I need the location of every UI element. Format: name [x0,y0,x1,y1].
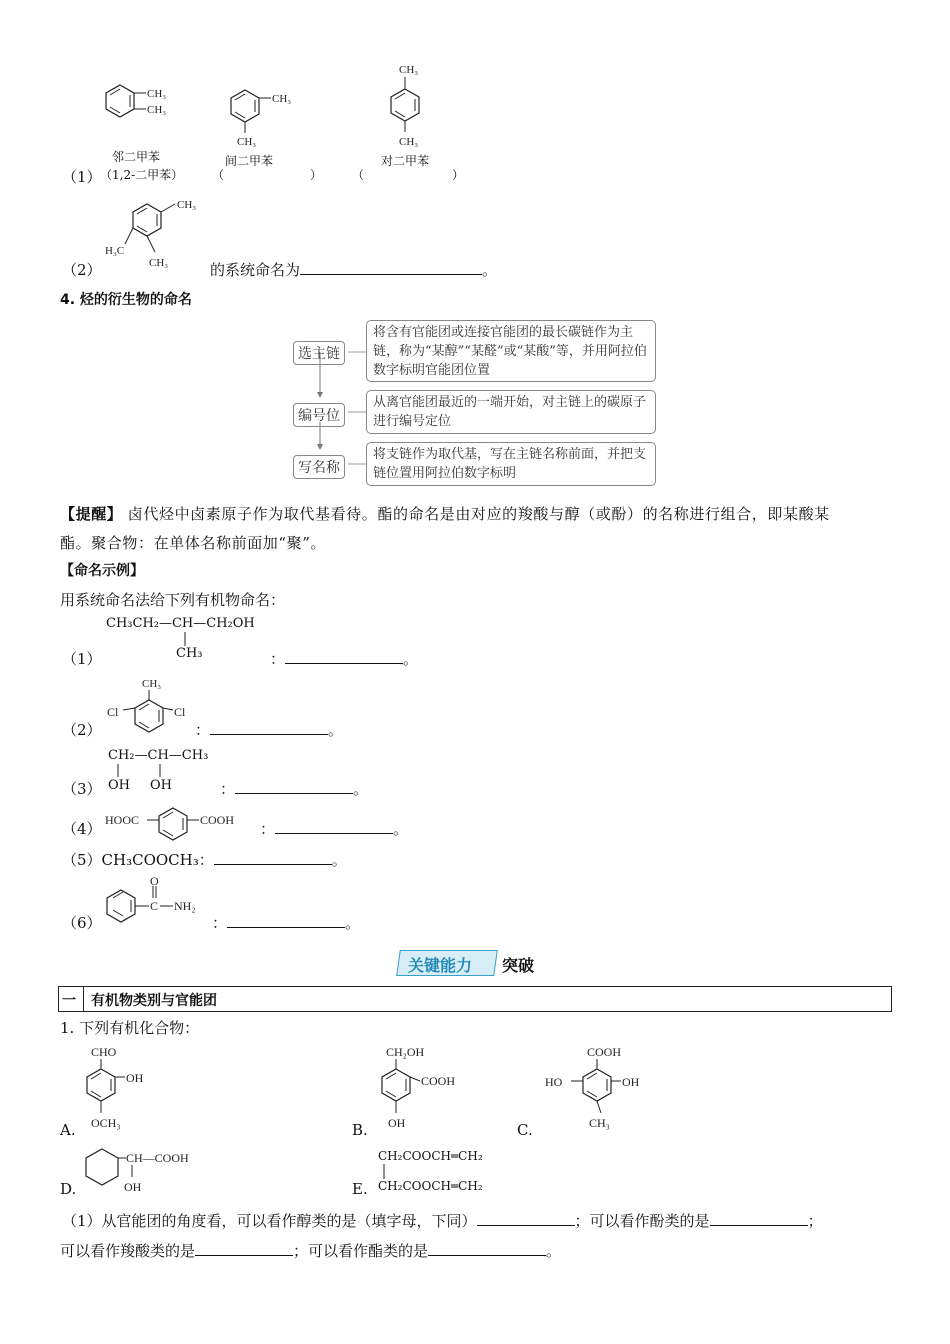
meta-ch3-2: CH₃ [237,136,257,148]
option-e-label: E. [352,1180,368,1198]
e3-oh-2: OH [150,778,172,793]
a-oh: OH [126,1071,144,1085]
examples-intro: 用系统命名法给下列有机物命名： [60,591,286,609]
q2-number: （2） [62,261,102,279]
e1-colon: ： [270,650,286,668]
para-paren-open: （ [352,168,365,182]
para-ch3-2: CH₃ [399,136,419,148]
e4-end: 。 [393,820,409,838]
e3-oh-1: OH [108,778,130,793]
section-header-bar [58,986,892,1012]
compound-d-structure [82,1145,222,1195]
para-xylene-structure [385,62,445,157]
e1-answer-blank[interactable] [285,649,403,664]
reminder-line2: 酯。聚合物：在单体名称前面加“聚”。 [60,534,327,552]
ortho-xylene-structure [100,80,180,130]
e5-line [62,849,347,870]
e6-answer-blank[interactable] [227,913,345,928]
compound-b-structure [380,1043,480,1138]
e1-number: （1） [62,650,102,668]
meta-ch3-1: CH₃ [272,93,292,105]
e5-text: （5）CH₃COOCH₃： [62,851,214,869]
e1-answer-line [270,648,418,669]
e4-terephthalic-acid-structure [105,802,265,842]
para-paren-close: ） [452,168,465,182]
a-och3: OCH₃ [91,1116,121,1130]
flow-box-number: 从离官能团最近的一端开始，对主链上的碳原子进行编号定位 [366,390,656,434]
acid-answer-blank[interactable] [195,1241,293,1256]
q2-h3c: H₃C [105,245,125,257]
e1-end: 。 [403,650,419,668]
section4-title: 4. 烃的衍生物的命名 [60,292,192,308]
e3-answer-blank[interactable] [235,779,353,794]
e2-ch3: CH₃ [142,678,162,690]
e1-formula-bottom: CH₃ [176,646,203,661]
q2-ch3-top: CH₃ [177,199,197,211]
e1-formula-top: CH₃CH₂—CH—CH₂OH [106,616,255,631]
reminder-text1: 卤代烃中卤素原子作为取代基看待。酯的命名是由对应的羧酸与醇（或酚）的名称进行组合，即某酸某 [127,505,830,523]
para-ch3-1: CH₃ [399,64,419,76]
flow-step-number: 编号位 [293,403,345,427]
e6-end: 。 [345,914,361,932]
e4-answer-blank[interactable] [275,819,393,834]
q2-line [210,259,497,280]
e2-answer-blank[interactable] [210,720,328,735]
trimethylbenzene-structure [105,192,215,272]
b-oh: OH [388,1116,406,1130]
e4-answer-line [260,818,408,839]
meta-xylene-structure [225,85,305,155]
sub1-b: ；可以看作酚类的是 [574,1212,710,1230]
e6-number: （6） [62,914,102,932]
meta-xylene-name: 间二甲苯 [225,154,274,168]
flow-step-select-chain: 选主链 [293,341,345,365]
ortho-ch3-1: CH₃ [147,88,167,100]
c-ch3: CH₃ [589,1116,610,1130]
sub1-line1 [62,1210,823,1231]
section-title: 有机物类别与官能团 [91,993,217,1009]
e4-number: （4） [62,820,102,838]
c-cooh: COOH [587,1045,622,1059]
e-line1: CH₂COOCH═CH₂ [378,1149,483,1163]
problem1-stem: 1. 下列有机化合物： [60,1019,200,1037]
phenol-answer-blank[interactable] [710,1211,808,1226]
option-a-label: A. [60,1121,76,1139]
ortho-xylene-system-name: （1,2-二甲苯） [100,168,184,182]
q2-text: 的系统命名为 [210,261,301,279]
ortho-ch3-2: CH₃ [147,104,167,116]
e-line2: CH₂COOCH═CH₂ [378,1179,483,1193]
d-chain: CH—COOH [126,1151,189,1165]
sub1-a: （1）从官能团的角度看，可以看作醇类的是（填字母，下同） [62,1212,477,1230]
c-ho: HO [545,1075,563,1089]
reminder-line1 [60,503,830,524]
ortho-xylene-name: 邻二甲苯 [112,150,161,164]
e3-formula-top: CH₂—CH—CH₃ [108,748,209,763]
banner-left-text: 关键能力 [408,956,473,975]
e4-colon: ： [260,820,276,838]
e4-hooc: HOOC [105,813,140,827]
a-cho: CHO [91,1045,117,1059]
sub1-d: 可以看作羧酸类的是 [60,1242,196,1260]
d-oh: OH [124,1180,142,1194]
e1-branch-bond [180,632,190,647]
section-number: 一 [62,993,76,1009]
e2-answer-line [195,719,343,740]
e3-bonds [108,764,188,778]
banner-right-text: 突破 [502,956,535,975]
reminder-label: 【提醒】 [60,505,123,523]
q2-end: 。 [482,261,498,279]
e2-colon: ： [195,721,211,739]
sub1-line2 [60,1240,561,1261]
b-ch2oh: CH₂OH [386,1045,425,1059]
option-b-label: B. [352,1121,368,1139]
e3-end: 。 [353,780,369,798]
q1-number: （1） [62,168,102,186]
e4-cooh: COOH [200,813,235,827]
e2-cl-right: Cl [174,705,186,719]
alcohol-answer-blank[interactable] [477,1211,575,1226]
sub1-f: 。 [546,1242,562,1260]
c-oh: OH [622,1075,640,1089]
e6-carbon: C [150,899,159,913]
e6-nh2: NH₂ [174,899,196,913]
examples-label: 【命名示例】 [60,563,144,579]
e6-colon: ： [212,914,228,932]
e3-number: （3） [62,780,102,798]
compound-e-bond [380,1164,390,1180]
flow-step-write-name: 写名称 [293,455,345,479]
flow-box-write-name: 将支链作为取代基，写在主链名称前面，并把支链位置用阿拉伯数字标明 [366,442,656,486]
sub1-c: ； [807,1212,823,1230]
q2-answer-blank[interactable] [300,260,482,275]
compound-a-structure [85,1043,175,1138]
flow-box-select-chain: 将含有官能团或连接官能团的最长碳链作为主链，称为“某醇”“某醛”或“某酸”等，并用阿拉伯数字标明官能团位置 [366,320,656,382]
option-c-label: C. [517,1121,533,1139]
e6-answer-line [212,912,360,933]
sub1-e: ；可以看作酯类的是 [293,1242,429,1260]
e6-oxygen: O [150,874,159,888]
key-ability-banner [398,950,552,976]
e2-end: 。 [328,721,344,739]
ester-answer-blank[interactable] [428,1241,546,1256]
option-d-label: D. [60,1180,77,1198]
e3-answer-line [220,778,368,799]
para-xylene-name: 对二甲苯 [381,154,430,168]
e3-colon: ： [220,780,236,798]
e5-answer-blank[interactable] [214,850,332,865]
q2-ch3-bottom: CH₃ [149,257,169,269]
e2-cl-left: Cl [107,705,119,719]
compound-c-structure [545,1043,655,1138]
meta-paren-close: ） [310,168,323,182]
e6-benzamide-structure [105,876,215,936]
e5-end: 。 [331,851,347,869]
e2-dichlorotoluene-structure [105,676,195,746]
meta-paren-open: （ [212,168,225,182]
e2-number: （2） [62,721,102,739]
b-cooh: COOH [421,1074,456,1088]
